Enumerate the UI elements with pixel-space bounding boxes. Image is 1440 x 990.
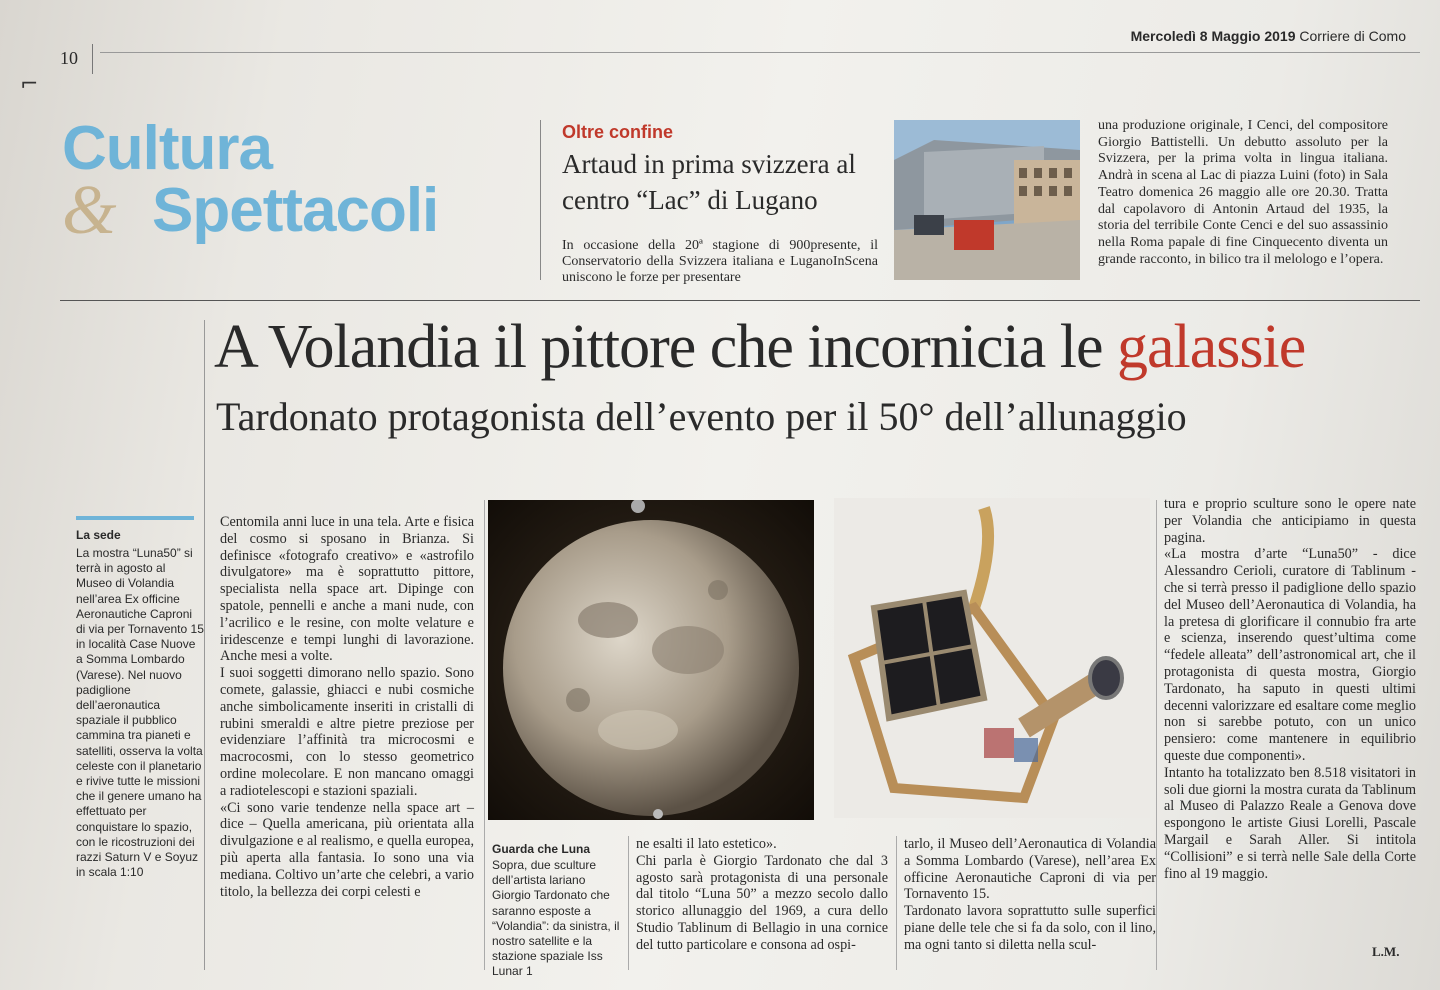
- sidebar-text: La mostra “Luna50” si terrà in agosto al Museo di Volandia nell’area Ex officine Aeronautiche Caproni di via per Tornavento 15 in località Case Nuove a Somma Lombardo (Varese). Nel nuovo padiglione dell’aeronautica spaziale il pubblico cammina tra pianeti e satelliti, osserva la volta celeste con il planetario e rivive tutte le missioni che il genere umano ha effettuato per conquistare lo spazio, con le ricostruzioni dei razzi Saturn V e Soyuz in scala 1:10: [76, 546, 204, 880]
- moon-sculpture-photo: [488, 500, 814, 820]
- caption-title: Guarda che Luna: [492, 842, 591, 856]
- headline-highlight: galassie: [1116, 313, 1306, 381]
- publication-name: Corriere di Como: [1299, 28, 1406, 44]
- column-divider-3: [896, 836, 897, 970]
- corner-mark: ⌐: [20, 72, 39, 97]
- section-title-spettacoli: Spettacoli: [152, 176, 439, 245]
- headline-text: A Volandia il pittore che incornicia le: [214, 313, 1117, 381]
- page-number: 10: [60, 48, 78, 68]
- lac-building-photo: [894, 120, 1080, 280]
- top-story-intro: In occasione della 20ª stagione di 900presente, il Conservatorio della Svizzera italiana e LuganoInScena uniscono le forze per presentare: [562, 238, 878, 285]
- space-station-sculpture-photo: [834, 498, 1150, 818]
- section-ampersand: &: [62, 172, 117, 249]
- main-headline: [214, 310, 1305, 384]
- column-divider-2: [628, 836, 629, 970]
- article-column-1: Centomila anni luce in una tela. Arte e fisica del cosmo si sposano in Brianza. Si definisce «fotografo creativo» e «astrofilo divulgatore» ma è soprattutto pittore, specialista nella space art. Dipinge con spatole, pennelli e anche a mani nude, con l’acrilico e le resine, con molte velature e iridescenze e tempi lunghi di lavorazione. Anche mesi a volte. I suoi soggetti dimorano nello spazio. Sono comete, galassie, ghiacci e nubi cosmiche anche simbolicamente inseriti in cristalli di rubini smeraldi e altre pietre preziose per evidenziare l’affinità tra microcosmi e macrocosmi, con lo stesso geometrico ordine molecolare. E non mancano omaggi a radiotelescopi e stazioni spaziali. «Ci sono varie tendenze nella space art – dice – Quella americana, più orientata alla divulgazione e al realismo, e quella europea, più aperta alla fantasia. Io sono una via mediana. Coltivo un’arte che celebri, a vario titolo, la bellezza dei corpi celesti e: [220, 514, 474, 900]
- header-rule: [100, 52, 1420, 53]
- sidebar-divider: [204, 320, 205, 970]
- top-divider: [540, 120, 541, 280]
- main-deck: Tardonato protagonista dell’evento per il 50° dell’allunaggio: [216, 394, 1187, 439]
- dateline: [1131, 28, 1406, 44]
- date: Mercoledì 8 Maggio 2019: [1130, 28, 1296, 44]
- top-story-title: Artaud in prima svizzera al centro “Lac” di Lugano: [562, 149, 856, 215]
- caption-text: Sopra, due sculture dell’artista lariano Giorgio Tardonato che saranno esposte a “Volandia”: da sinistra, il nostro satellite e la stazione spaziale Iss Lunar 1: [492, 858, 620, 979]
- space-station-sculpture-illustration: [834, 498, 1150, 818]
- column-divider-4: [1156, 500, 1157, 970]
- lac-building-illustration: [894, 120, 1080, 280]
- article-column-3: tarlo, il Museo dell’Aeronautica di Volandia a Somma Lombardo (Varese), nell’area Ex officine Aeronautiche Caproni di via per Tornavento 15. Tardonato lavora soprattutto sulle superfici piane delle tele che si fa da solo, con il lino, ma ogni tanto si diletta nella scul-: [904, 836, 1156, 953]
- section-title-cultura: Cultura: [62, 114, 272, 183]
- story-separator: [60, 300, 1420, 301]
- column-divider-1: [484, 500, 485, 970]
- header-divider: [92, 44, 93, 74]
- top-story-continuation: una produzione originale, I Cenci, del compositore Giorgio Battistelli. Un debutto assoluto per la Svizzera, per la prima volta in lingua italiana. Andrà in scena al Lac di piazza Luini (foto) in Sala Teatro domenica 26 maggio alle ore 20.30. Tratta dal capolavoro di Antonin Artaud del 1935, la storia del terribile Conte Cenci e del suo assassinio nella Roma papale di fine Cinquecento diventa un grande racconto, in bilico tra il melologo e l’opera.: [1098, 118, 1388, 267]
- article-column-2: ne esalti il lato estetico». Chi parla è Giorgio Tardonato che dal 3 agosto sarà protagonista di una personale dal titolo “Luna 50” a mezzo secolo dallo storico allunaggio del 1969, a cura dello Studio Tablinum di Bellagio in una cornice del tutto particolare e consona ad ospi-: [636, 836, 888, 953]
- sidebar-accent-bar: [76, 516, 194, 520]
- top-story-kicker: Oltre confine: [562, 122, 674, 142]
- sidebar-title: La sede: [76, 528, 121, 542]
- author-signature: L.M.: [1372, 944, 1400, 959]
- moon-sculpture-illustration: [488, 500, 814, 820]
- article-column-4: tura e proprio sculture sono le opere nate per Volandia che anticipiamo in questa pagina. «La mostra d’arte “Luna50” - dice Alessandro Cerioli, curatore di Tablinum - che si terrà presso il padiglione dello spazio del Museo dell’Aeronautica di Volandia, ha la pretesa di glorificare il connubio fra arte e scienza, inserendo quest’ultima come “fedele alleata” dell’astronomical art, che il protagonista di questa mostra, Giorgio Tardonato, ha saputo in questi ultimi decenni valorizzare ed esaltare come meglio non si sarebbe potuto, con un unico pensiero: come mantenere in equilibrio queste due componenti». Intanto ha totalizzato ben 8.518 visitatori in soli due giorni la mostra curata da Tablinum al Museo di Palazzo Reale a Genova dove espongono le artiste Giusi Lorelli, Pascale Margail e Sarah Aller. Si intitola “Collisioni” e si terrà nelle Sale della Corte fino al 19 maggio.: [1164, 496, 1416, 882]
